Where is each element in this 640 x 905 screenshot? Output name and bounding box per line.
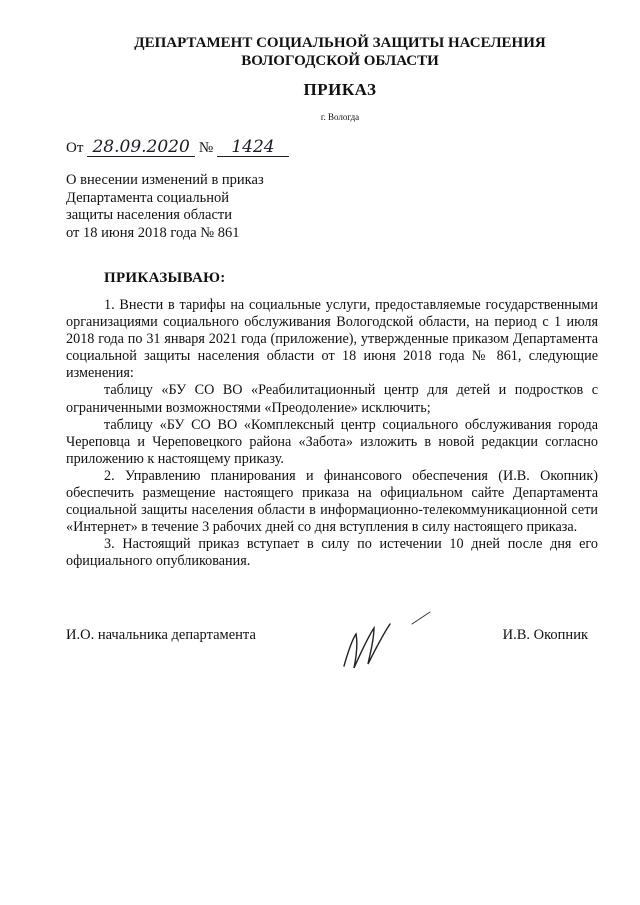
paragraph-table-1: таблицу «БУ СО ВО «Реабилитационный центр для детей и подростков с ограниченными возможностями «Преодоление» исключить;	[66, 382, 598, 416]
department-line-1: ДЕПАРТАМЕНТ СОЦИАЛЬНОЙ ЗАЩИТЫ НАСЕЛЕНИЯ	[134, 35, 546, 51]
order-number-line	[66, 138, 289, 164]
document-title: ПРИКАЗ	[303, 80, 377, 99]
city-label: г. Вологда	[320, 112, 360, 122]
signature-block	[66, 627, 598, 647]
paragraph-2: 2. Управлению планирования и финансового обеспечения (И.В. Окопник) обеспечить размещение настоящего приказа на официальном сайте Департамента социальной защиты населения области в информационно-телекоммуникационной сети «Интернет» в течение 3 рабочих дней со дня вступления в силу настоящего приказа.	[66, 467, 598, 536]
paragraph-table-2: таблицу «БУ СО ВО «Комплексный центр социального обслуживания города Череповца и Череповецкого района «Забота» изложить в новой редакции согласно приложению к настоящему приказу.	[66, 416, 598, 467]
signer-position: И.О. начальника департамента	[66, 627, 256, 643]
order-body	[66, 297, 598, 571]
order-date: 28.09.2020	[87, 138, 195, 157]
handwritten-signature	[334, 604, 444, 674]
paragraph-3: 3. Настоящий приказ вступает в силу по истечении 10 дней после дня его официального опубликования.	[66, 536, 598, 570]
number-label: №	[198, 140, 214, 156]
from-label: От	[66, 140, 84, 156]
order-word: ПРИКАЗЫВАЮ:	[104, 270, 226, 286]
order-subject	[66, 172, 264, 242]
subject-line: от 18 июня 2018 года № 861	[66, 224, 240, 241]
subject-line: защиты населения области	[66, 207, 232, 223]
department-header	[60, 34, 620, 70]
subject-line: О внесении изменений в приказ	[66, 172, 264, 188]
paragraph-1: 1. Внести в тарифы на социальные услуги, предоставляемые государственными организациями социального обслуживания Вологодской области, на период с 1 июля 2018 года по 31 января 2021 года (приложение), утвержденные приказом Департамента социальной защиты населения области от 18 июня 2018 года № 861, следующие изменения:	[66, 297, 598, 382]
signer-name: И.В. Окопник	[502, 627, 588, 643]
order-number: 1424	[217, 138, 289, 157]
subject-line: Департамента социальной	[66, 189, 230, 206]
department-line-2: ВОЛОГОДСКОЙ ОБЛАСТИ	[241, 53, 439, 69]
